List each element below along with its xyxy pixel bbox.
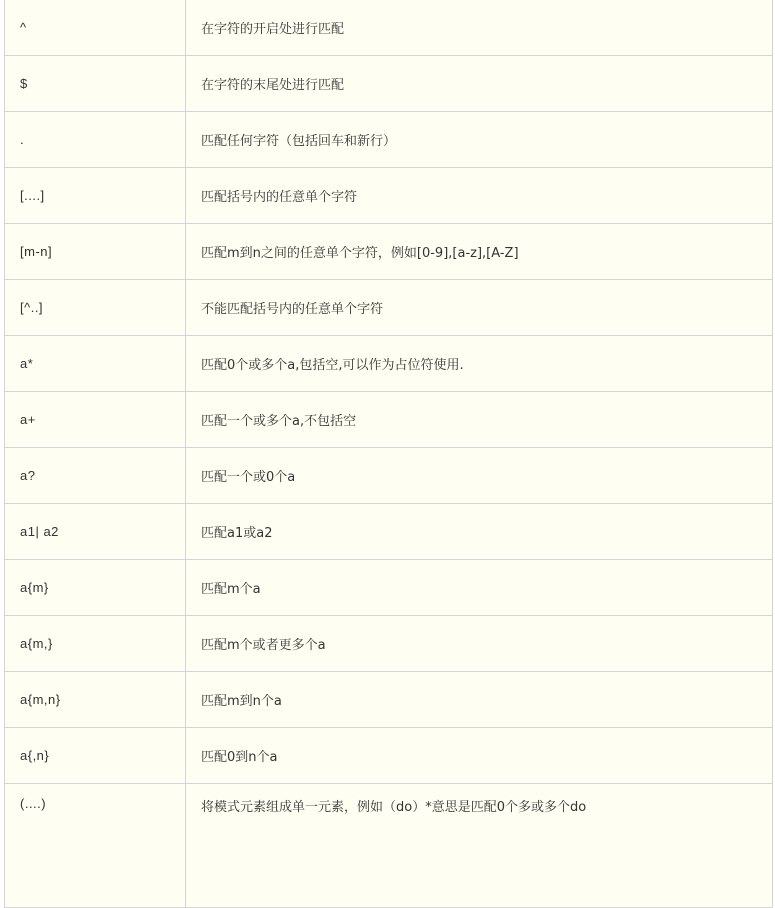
description-cell: 匹配0个或多个a,包括空,可以作为占位符使用. [186,336,773,392]
pattern-cell: [....] [5,168,186,224]
table-row [5,672,773,728]
description-cell: 匹配m到n个a [186,672,773,728]
pattern-cell: a1| a2 [5,504,186,560]
pattern-cell: [^..] [5,280,186,336]
pattern-cell: a{m,n} [5,672,186,728]
pattern-cell: a{m} [5,560,186,616]
table-row [5,616,773,672]
table-row [5,504,773,560]
description-cell: 匹配0到n个a [186,728,773,784]
description-cell: 匹配括号内的任意单个字符 [186,168,773,224]
description-cell: 匹配一个或多个a,不包括空 [186,392,773,448]
regex-reference-table [4,0,773,908]
description-cell: 匹配m到n之间的任意单个字符，例如[0-9],[a-z],[A-Z] [186,224,773,280]
pattern-cell: a+ [5,392,186,448]
table-row [5,56,773,112]
description-cell: 匹配m个或者更多个a [186,616,773,672]
table-row [5,168,773,224]
description-cell: 匹配任何字符（包括回车和新行） [186,112,773,168]
table-row [5,336,773,392]
table-row [5,0,773,56]
table-row [5,112,773,168]
table-row [5,448,773,504]
pattern-cell: a? [5,448,186,504]
pattern-cell: a{,n} [5,728,186,784]
description-cell: 匹配一个或0个a [186,448,773,504]
pattern-cell: a{m,} [5,616,186,672]
pattern-cell: $ [5,56,186,112]
pattern-cell: a* [5,336,186,392]
description-cell: 不能匹配括号内的任意单个字符 [186,280,773,336]
pattern-cell: [m-n] [5,224,186,280]
pattern-cell: ^ [5,0,186,56]
table-row [5,392,773,448]
description-cell: 匹配m个a [186,560,773,616]
table-row [5,224,773,280]
description-cell: 将模式元素组成单一元素，例如（do）*意思是匹配0个多或多个do [186,784,773,908]
pattern-cell: . [5,112,186,168]
description-cell: 匹配a1或a2 [186,504,773,560]
description-cell: 在字符的开启处进行匹配 [186,0,773,56]
table-row [5,280,773,336]
table-row [5,784,773,908]
table-row [5,560,773,616]
pattern-cell: (....) [5,784,186,908]
description-cell: 在字符的末尾处进行匹配 [186,56,773,112]
table-row [5,728,773,784]
